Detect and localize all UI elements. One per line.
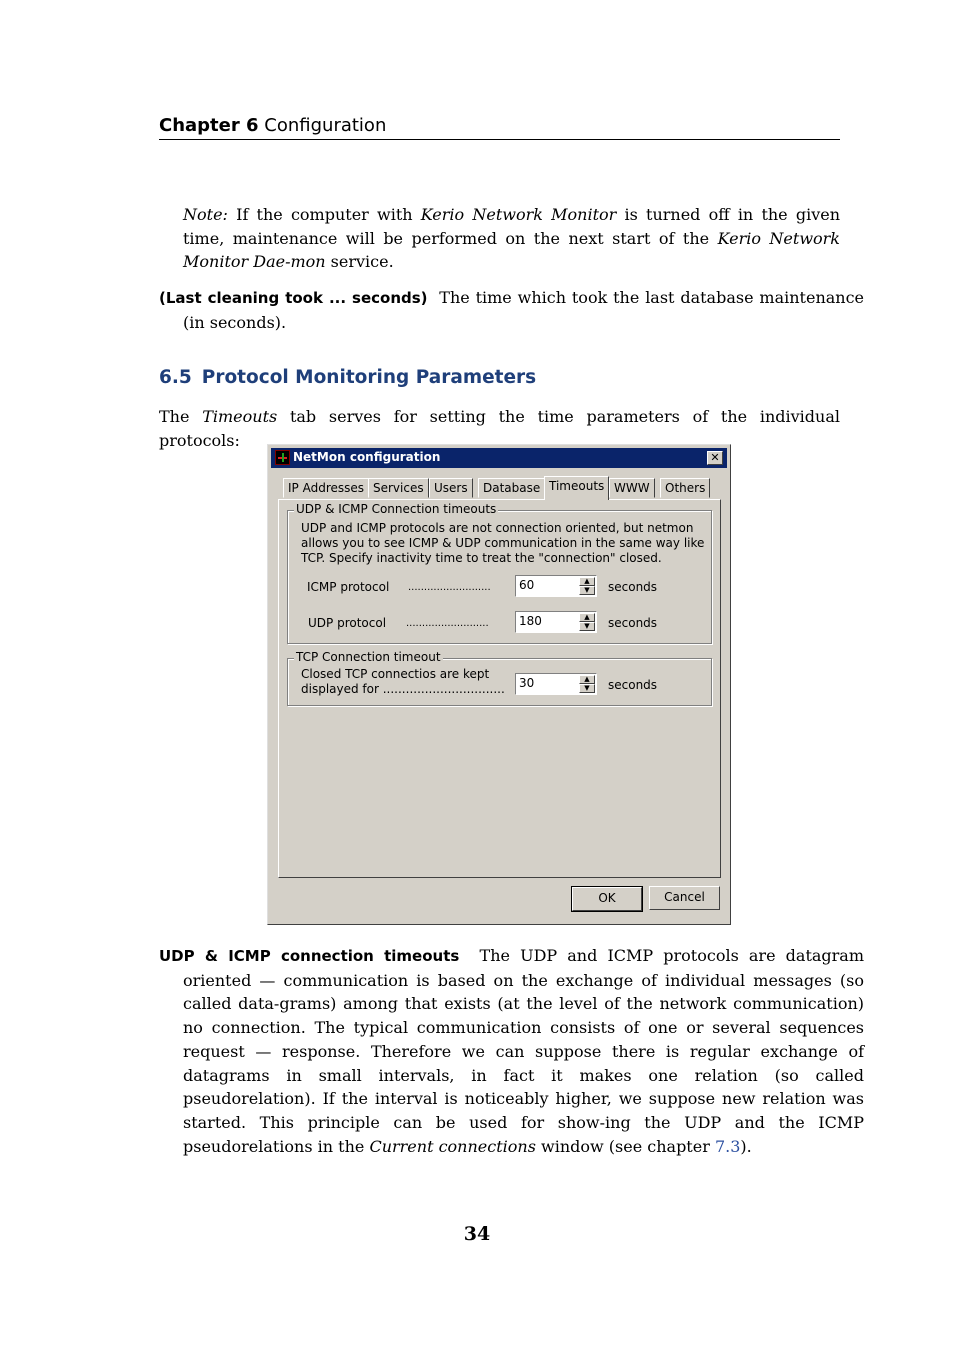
tcp-spin-arrows[interactable] xyxy=(579,675,595,693)
tab-ip-addresses[interactable]: IP Addresses xyxy=(283,478,369,498)
spin-up-icon[interactable]: ▲ xyxy=(579,675,595,684)
tcp-value[interactable]: 30 xyxy=(519,676,535,690)
tcp-group-label: TCP Connection timeout xyxy=(296,650,441,664)
netmon-config-dialog xyxy=(267,444,731,925)
udp-icmp-item xyxy=(159,944,864,1158)
spin-up-icon[interactable]: ▲ xyxy=(579,577,595,586)
section-title: Protocol Monitoring Parameters xyxy=(201,367,537,388)
tab-www[interactable]: WWW xyxy=(609,478,655,498)
tab-users[interactable]: Users xyxy=(429,478,473,498)
icmp-spin-arrows[interactable] xyxy=(579,577,595,595)
tcp-line-1: Closed TCP connectios are kept xyxy=(301,667,490,681)
chapter-title: Configuration xyxy=(264,115,387,136)
udp-dots: .......................... xyxy=(406,618,489,629)
note-label: Note: xyxy=(183,205,228,224)
udp-value[interactable]: 180 xyxy=(519,614,542,628)
udp-icmp-group xyxy=(287,502,712,644)
tcp-line-2: displayed for ................................ xyxy=(301,682,505,696)
page-number: 34 xyxy=(463,1223,491,1245)
chapter-ref-link[interactable]: 7.3 xyxy=(714,1136,741,1156)
cancel-button[interactable]: Cancel xyxy=(649,886,720,910)
note-paragraph xyxy=(183,203,840,274)
intro-text-2: tab serves for setting the time parameters of the individual protocols: xyxy=(159,407,841,450)
icmp-spinner[interactable] xyxy=(515,575,597,597)
app-icon xyxy=(275,450,290,465)
icmp-dots: .......................... xyxy=(408,582,491,593)
icmp-value[interactable]: 60 xyxy=(519,578,535,592)
spin-up-icon[interactable]: ▲ xyxy=(579,613,595,622)
spin-down-icon[interactable]: ▼ xyxy=(579,684,595,693)
udp-spinner[interactable] xyxy=(515,611,597,633)
close-button[interactable]: ✕ xyxy=(707,451,723,465)
note-text-3: service. xyxy=(325,252,394,272)
tab-services[interactable]: Services xyxy=(368,478,429,498)
udp-desc-line-1: UDP and ICMP protocols are not connection oriented, but netmon xyxy=(301,521,694,535)
daemon-name: Kerio Network Monitor Dae-mon xyxy=(183,228,841,272)
product-name: Kerio Network Monitor xyxy=(420,205,617,224)
udp-icmp-text-3: ). xyxy=(740,1136,752,1156)
spin-down-icon[interactable]: ▼ xyxy=(579,586,595,595)
spin-down-icon[interactable]: ▼ xyxy=(579,622,595,631)
intro-text-1: The xyxy=(159,407,203,426)
udp-icmp-text-2: window (see chapter xyxy=(535,1136,715,1156)
ok-button[interactable]: OK xyxy=(572,887,642,911)
section-heading xyxy=(159,367,536,388)
last-cleaning-text: The time which took the last database maintenance (in seconds). xyxy=(183,288,865,332)
tcp-spinner[interactable] xyxy=(515,673,597,695)
section-number: 6.5 xyxy=(159,367,192,388)
chapter-label: Chapter 6 xyxy=(159,115,259,136)
tab-timeouts[interactable]: Timeouts xyxy=(544,476,609,500)
dialog-titlebar xyxy=(271,448,727,468)
note-text-2: is turned off in the given time, maintenance will be performed on the next start of the xyxy=(183,205,841,248)
timeouts-panel xyxy=(278,499,721,878)
tab-database[interactable]: Database xyxy=(478,478,545,498)
dialog-title: NetMon configuration xyxy=(293,450,441,464)
tcp-group xyxy=(287,650,712,706)
udp-label: UDP protocol xyxy=(308,616,387,630)
udp-spin-arrows[interactable] xyxy=(579,613,595,631)
icmp-label: ICMP protocol xyxy=(307,580,390,594)
last-cleaning-term: (Last cleaning took ... seconds) xyxy=(159,289,428,307)
udp-icmp-group-label: UDP & ICMP Connection timeouts xyxy=(296,502,497,516)
tcp-unit: seconds xyxy=(608,678,658,692)
current-connections-name: Current connections xyxy=(369,1136,536,1156)
udp-unit: seconds xyxy=(608,616,658,630)
icmp-unit: seconds xyxy=(608,580,658,594)
intro-tab-name: Timeouts xyxy=(202,407,278,426)
tab-others[interactable]: Others xyxy=(660,478,710,498)
udp-icmp-text-1: The UDP and ICMP protocols are datagram oriented — communication is based on the exchange of individual messages (so called data-grams) among that exists (at the level of the network communication) no connection. The typical communication consists of one or several sequences request — response. Therefore we can suppose there is regular exchange of datagrams in small intervals, in fact it makes one relation (so called pseudorelation). If the interval is noticeably higher, we suppose new relation was started. This principle can be used for show-ing the UDP and the ICMP pseudorelations in the xyxy=(183,946,865,1156)
udp-icmp-term: UDP & ICMP connection timeouts xyxy=(159,947,460,965)
chapter-header xyxy=(159,115,840,140)
last-cleaning-item xyxy=(159,286,864,334)
udp-desc-line-3: TCP. Specify inactivity time to treat the "connection" closed. xyxy=(301,551,662,565)
udp-desc-line-2: allows you to see ICMP & UDP communication in the same way like xyxy=(301,536,705,550)
note-text-1: If the computer with xyxy=(227,205,421,224)
